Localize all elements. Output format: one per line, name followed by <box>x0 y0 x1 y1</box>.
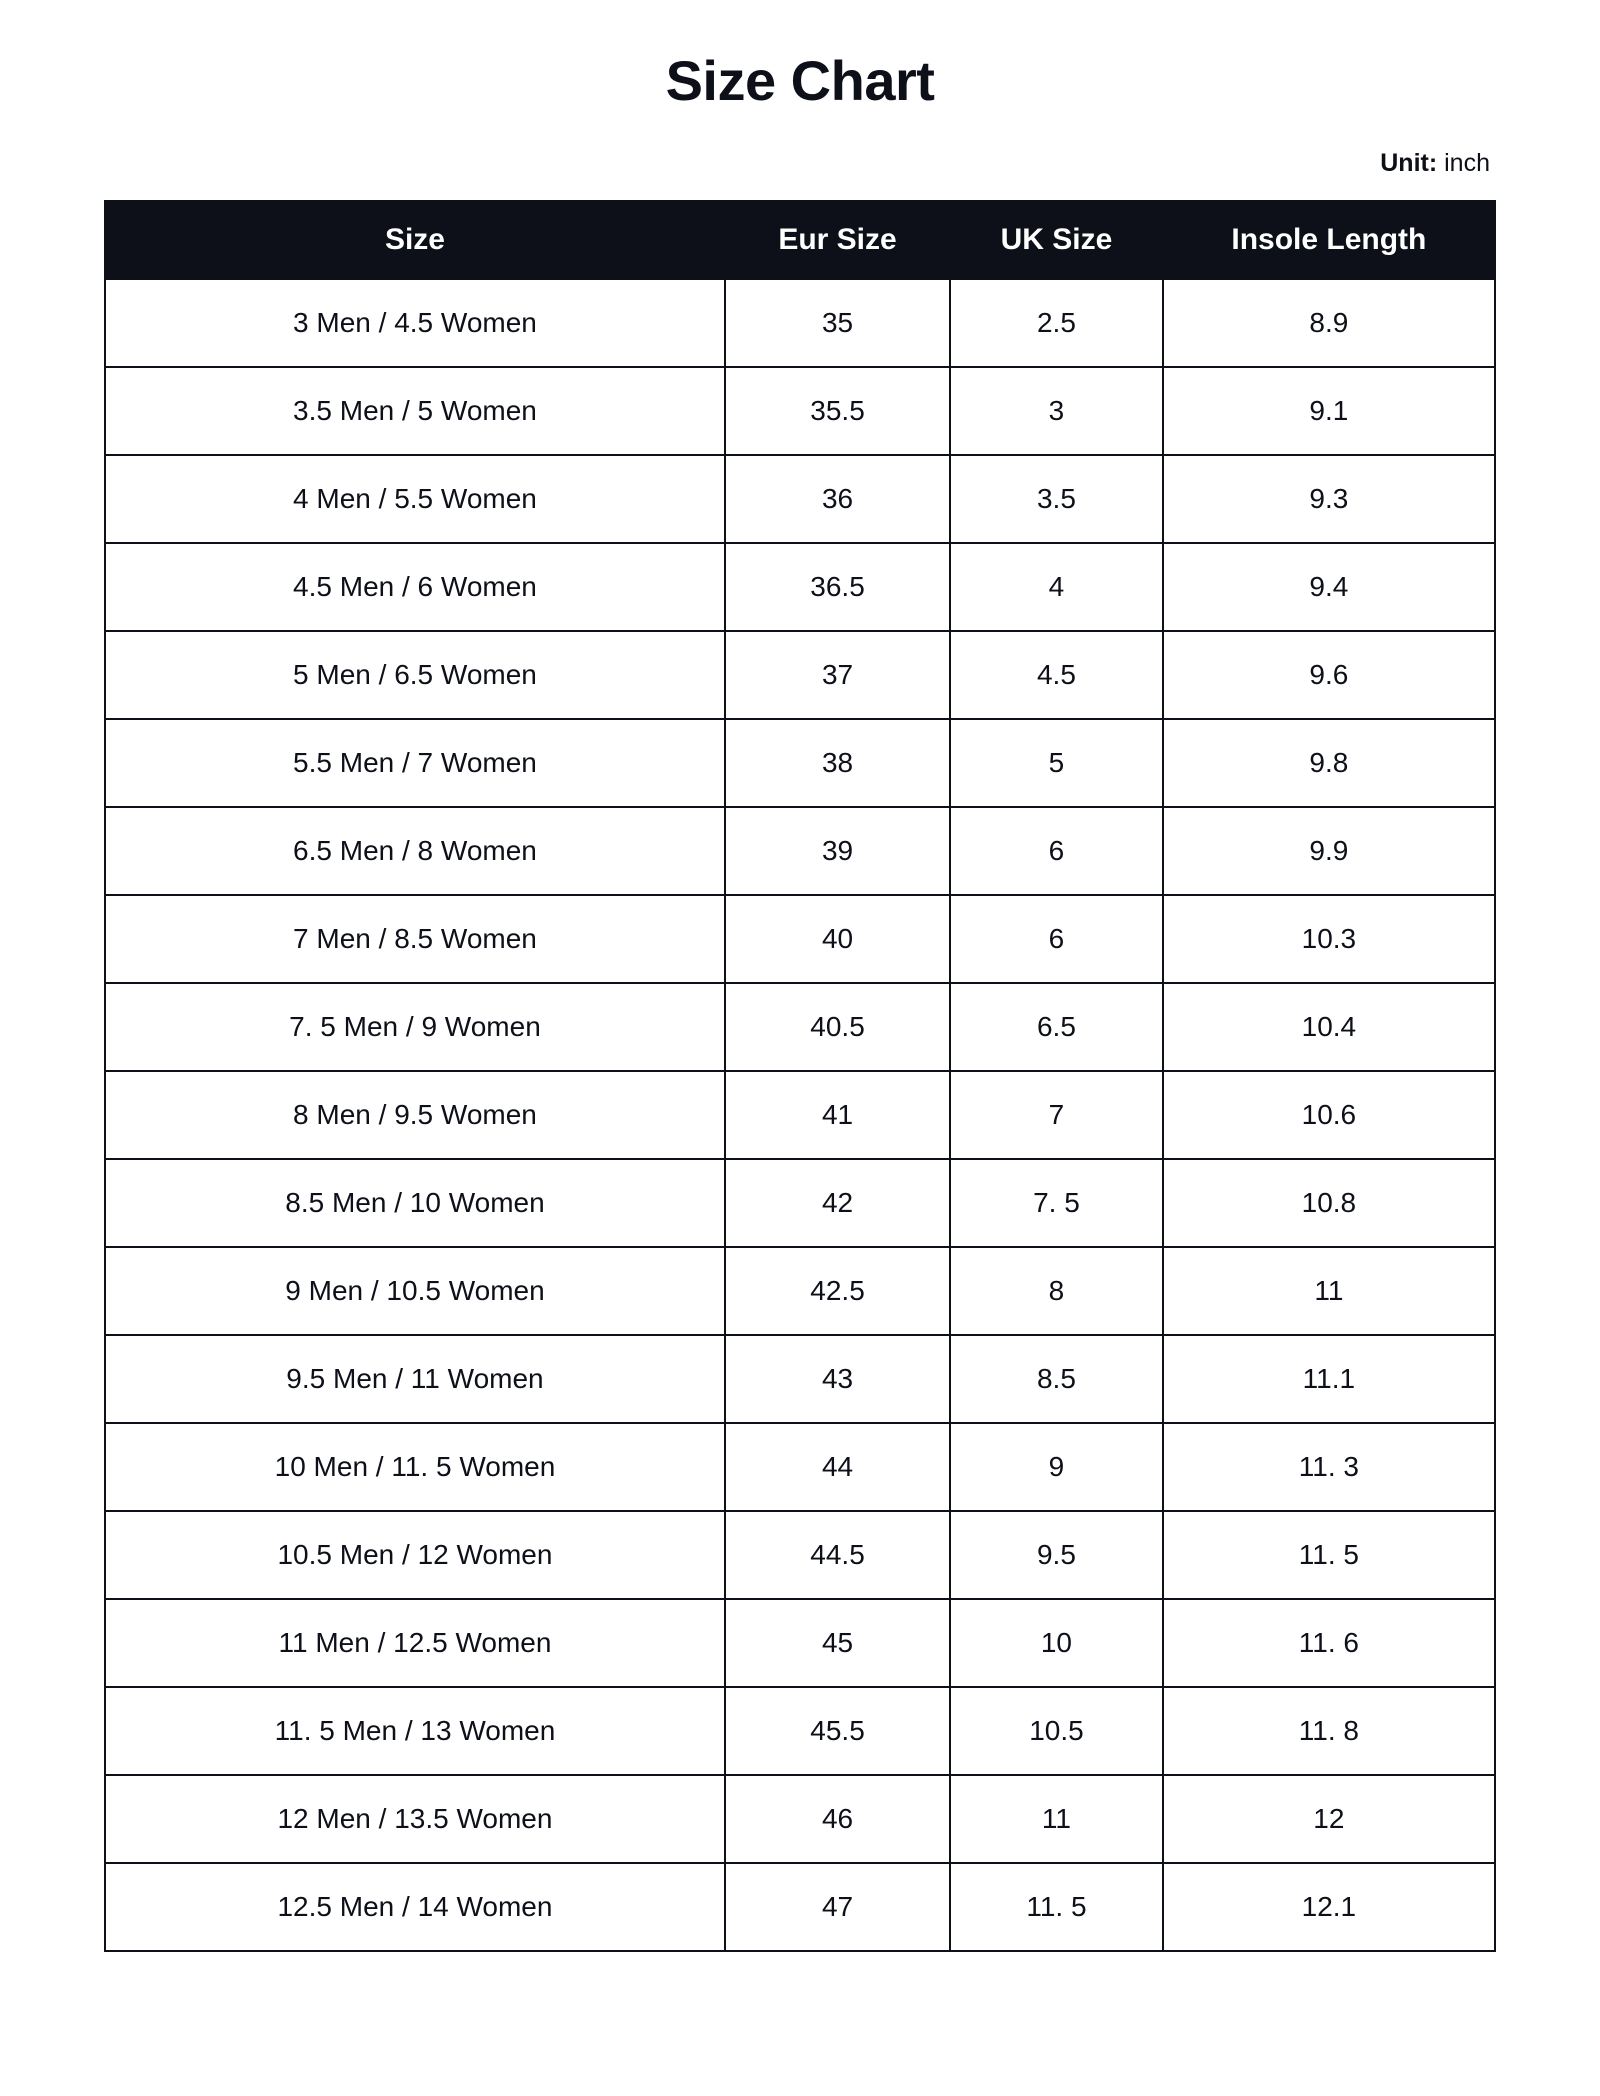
table-row <box>105 631 1495 719</box>
table-cell: 45.5 <box>725 1687 950 1775</box>
table-cell: 9.8 <box>1163 719 1495 807</box>
table-cell: 35 <box>725 279 950 367</box>
table-row <box>105 1511 1495 1599</box>
size-chart-page <box>0 48 1600 2096</box>
table-cell: 42.5 <box>725 1247 950 1335</box>
table-cell: 40 <box>725 895 950 983</box>
table-row <box>105 1071 1495 1159</box>
table-row <box>105 1863 1495 1951</box>
table-cell: 6 <box>950 807 1163 895</box>
table-cell: 11 <box>950 1775 1163 1863</box>
table-cell: 11. 5 <box>950 1863 1163 1951</box>
table-cell: 44 <box>725 1423 950 1511</box>
table-cell: 11.1 <box>1163 1335 1495 1423</box>
table-cell: 5.5 Men / 7 Women <box>105 719 725 807</box>
table-cell: 4.5 Men / 6 Women <box>105 543 725 631</box>
table-cell: 10.3 <box>1163 895 1495 983</box>
table-cell: 12.1 <box>1163 1863 1495 1951</box>
table-row <box>105 1159 1495 1247</box>
column-header-uk-size: UK Size <box>950 201 1163 279</box>
table-cell: 36 <box>725 455 950 543</box>
table-cell: 41 <box>725 1071 950 1159</box>
table-cell: 10.8 <box>1163 1159 1495 1247</box>
table-cell: 45 <box>725 1599 950 1687</box>
table-cell: 6.5 <box>950 983 1163 1071</box>
unit-value: inch <box>1444 149 1490 177</box>
table-header <box>105 201 1495 279</box>
table-cell: 9.9 <box>1163 807 1495 895</box>
table-cell: 38 <box>725 719 950 807</box>
table-cell: 4.5 <box>950 631 1163 719</box>
table-cell: 4 <box>950 543 1163 631</box>
table-cell: 37 <box>725 631 950 719</box>
table-cell: 7. 5 Men / 9 Women <box>105 983 725 1071</box>
table-cell: 12 <box>1163 1775 1495 1863</box>
table-cell: 11. 8 <box>1163 1687 1495 1775</box>
table-cell: 46 <box>725 1775 950 1863</box>
table-row <box>105 1335 1495 1423</box>
table-cell: 9.5 Men / 11 Women <box>105 1335 725 1423</box>
table-cell: 4 Men / 5.5 Women <box>105 455 725 543</box>
table-row <box>105 1775 1495 1863</box>
column-header-insole-length: Insole Length <box>1163 201 1495 279</box>
table-cell: 9 Men / 10.5 Women <box>105 1247 725 1335</box>
table-cell: 8.9 <box>1163 279 1495 367</box>
table-cell: 10.4 <box>1163 983 1495 1071</box>
table-cell: 6 <box>950 895 1163 983</box>
table-cell: 42 <box>725 1159 950 1247</box>
table-cell: 7. 5 <box>950 1159 1163 1247</box>
table-cell: 3.5 <box>950 455 1163 543</box>
table-cell: 44.5 <box>725 1511 950 1599</box>
table-cell: 3 <box>950 367 1163 455</box>
table-header-row <box>105 201 1495 279</box>
table-cell: 2.5 <box>950 279 1163 367</box>
table-row <box>105 895 1495 983</box>
table-cell: 8 <box>950 1247 1163 1335</box>
table-cell: 40.5 <box>725 983 950 1071</box>
table-cell: 7 <box>950 1071 1163 1159</box>
table-cell: 8.5 Men / 10 Women <box>105 1159 725 1247</box>
table-row <box>105 367 1495 455</box>
table-row <box>105 983 1495 1071</box>
table-row <box>105 1247 1495 1335</box>
table-row <box>105 455 1495 543</box>
unit-note <box>104 149 1496 178</box>
table-cell: 3 Men / 4.5 Women <box>105 279 725 367</box>
table-cell: 11 <box>1163 1247 1495 1335</box>
table-cell: 9.3 <box>1163 455 1495 543</box>
table-row <box>105 279 1495 367</box>
table-cell: 35.5 <box>725 367 950 455</box>
table-cell: 10 <box>950 1599 1163 1687</box>
table-cell: 43 <box>725 1335 950 1423</box>
page-title: Size Chart <box>665 49 935 112</box>
table-cell: 10 Men / 11. 5 Women <box>105 1423 725 1511</box>
table-cell: 8.5 <box>950 1335 1163 1423</box>
table-cell: 10.5 Men / 12 Women <box>105 1511 725 1599</box>
table-cell: 6.5 Men / 8 Women <box>105 807 725 895</box>
table-cell: 5 Men / 6.5 Women <box>105 631 725 719</box>
table-cell: 9.4 <box>1163 543 1495 631</box>
table-row <box>105 1687 1495 1775</box>
table-cell: 11. 6 <box>1163 1599 1495 1687</box>
size-chart-table <box>104 200 1496 1952</box>
table-row <box>105 719 1495 807</box>
table-body <box>105 279 1495 1951</box>
table-row <box>105 543 1495 631</box>
table-cell: 11. 3 <box>1163 1423 1495 1511</box>
table-cell: 11. 5 Men / 13 Women <box>105 1687 725 1775</box>
table-cell: 5 <box>950 719 1163 807</box>
table-cell: 11 Men / 12.5 Women <box>105 1599 725 1687</box>
table-row <box>105 1423 1495 1511</box>
table-row <box>105 807 1495 895</box>
table-cell: 10.5 <box>950 1687 1163 1775</box>
table-cell: 9.6 <box>1163 631 1495 719</box>
table-cell: 9.1 <box>1163 367 1495 455</box>
table-cell: 3.5 Men / 5 Women <box>105 367 725 455</box>
column-header-size: Size <box>105 201 725 279</box>
table-cell: 8 Men / 9.5 Women <box>105 1071 725 1159</box>
table-cell: 11. 5 <box>1163 1511 1495 1599</box>
table-cell: 47 <box>725 1863 950 1951</box>
table-cell: 39 <box>725 807 950 895</box>
column-header-eur-size: Eur Size <box>725 201 950 279</box>
table-cell: 12 Men / 13.5 Women <box>105 1775 725 1863</box>
table-cell: 12.5 Men / 14 Women <box>105 1863 725 1951</box>
table-cell: 7 Men / 8.5 Women <box>105 895 725 983</box>
table-row <box>105 1599 1495 1687</box>
table-cell: 36.5 <box>725 543 950 631</box>
table-cell: 9 <box>950 1423 1163 1511</box>
table-cell: 10.6 <box>1163 1071 1495 1159</box>
unit-label: Unit: <box>1380 149 1438 177</box>
table-cell: 9.5 <box>950 1511 1163 1599</box>
